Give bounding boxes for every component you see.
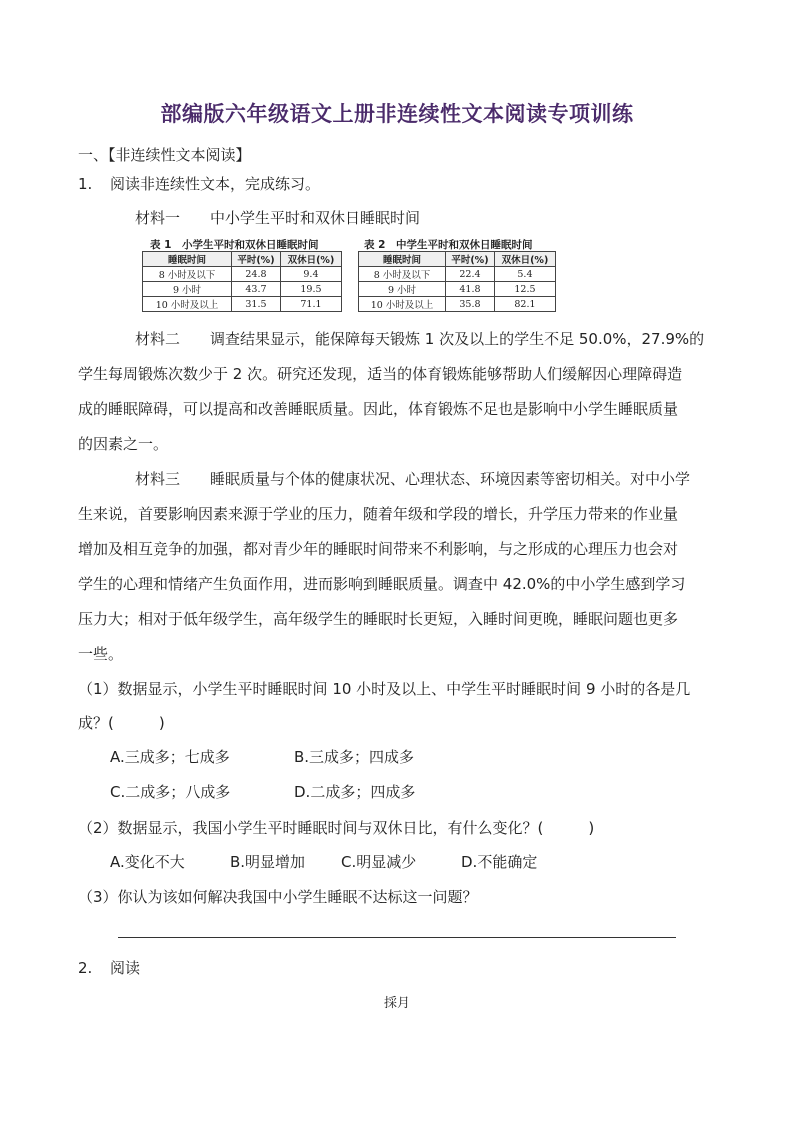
table-row bbox=[143, 297, 342, 312]
table-cell: 19.5 bbox=[280, 282, 341, 297]
table-header-cell: 平时(%) bbox=[232, 252, 281, 267]
table1 bbox=[142, 251, 342, 312]
material-three-line: 增加及相互竞争的加强，都对青少年的睡眠时间带来不利影响，与之形成的心理压力也会对 bbox=[78, 540, 679, 558]
material-two-line: 材料二 调查结果显示，能保障每天锻炼 1 次及以上的学生不足 50.0%，27.9%的 bbox=[135, 330, 705, 348]
table-cell: 35.8 bbox=[446, 297, 495, 312]
table-header-cell: 双休日(%) bbox=[280, 252, 341, 267]
table-header-cell: 睡眠时间 bbox=[143, 252, 232, 267]
table-header-cell: 双休日(%) bbox=[494, 252, 555, 267]
table-cell: 12.5 bbox=[494, 282, 555, 297]
answer-line[interactable] bbox=[118, 937, 676, 938]
table-cell: 9 小时 bbox=[143, 282, 232, 297]
table-cell: 9.4 bbox=[280, 267, 341, 282]
table-cell: 8 小时及以下 bbox=[359, 267, 446, 282]
question-number: 2. bbox=[78, 959, 93, 977]
table-row bbox=[143, 267, 342, 282]
table-cell: 9 小时 bbox=[359, 282, 446, 297]
table-row bbox=[143, 282, 342, 297]
option-d[interactable]: D.二成多；四成多 bbox=[294, 783, 416, 801]
option-b[interactable]: B.明显增加 bbox=[230, 853, 306, 871]
table-cell: 8 小时及以下 bbox=[143, 267, 232, 282]
material-one-heading: 材料一 中小学生平时和双休日睡眠时间 bbox=[135, 209, 421, 227]
question-prompt: 阅读 bbox=[110, 959, 141, 977]
table-cell: 24.8 bbox=[232, 267, 281, 282]
option-b[interactable]: B.三成多；四成多 bbox=[294, 748, 415, 766]
table-row bbox=[359, 282, 556, 297]
table-header-cell: 平时(%) bbox=[446, 252, 495, 267]
table1-caption: 表 1 小学生平时和双休日睡眠时间 bbox=[150, 239, 319, 251]
table-header-cell: 睡眠时间 bbox=[359, 252, 446, 267]
material-three-line: 材料三 睡眠质量与个体的健康状况、心理状态、环境因素等密切相关。对中小学 bbox=[135, 470, 691, 488]
table2-caption: 表 2 中学生平时和双休日睡眠时间 bbox=[364, 239, 533, 251]
material-two-line: 的因素之一。 bbox=[78, 435, 169, 453]
table-cell: 5.4 bbox=[494, 267, 555, 282]
material-two-line: 成的睡眠障碍，可以提高和改善睡眠质量。因此，体育锻炼不足也是影响中小学生睡眠质量 bbox=[78, 400, 679, 418]
sub-question-1: （1）数据显示，小学生平时睡眠时间 10 小时及以上、中学生平时睡眠时间 9 小时的各是几 bbox=[78, 680, 691, 698]
material-two-line: 学生每周锻炼次数少于 2 次。研究还发现，适当的体育锻炼能够帮助人们缓解因心理障碍造 bbox=[78, 365, 683, 383]
passage-title: 採月 bbox=[383, 996, 410, 1011]
table-cell: 71.1 bbox=[280, 297, 341, 312]
material-three-line: 生来说，首要影响因素来源于学业的压力，随着年级和学段的增长，升学压力带来的作业量 bbox=[78, 505, 679, 523]
sub-question-3: （3）你认为该如何解决我国中小学生睡眠不达标这一问题？ bbox=[78, 888, 478, 906]
option-d[interactable]: D.不能确定 bbox=[461, 853, 538, 871]
option-c[interactable]: C.明显减少 bbox=[341, 853, 417, 871]
table-row bbox=[359, 267, 556, 282]
table-header-row bbox=[143, 252, 342, 267]
material-three-line: 学生的心理和情绪产生负面作用，进而影响到睡眠质量。调查中 42.0%的中小学生感到学习 bbox=[78, 575, 686, 593]
table-cell: 10 小时及以上 bbox=[143, 297, 232, 312]
section-heading: 一、【非连续性文本阅读】 bbox=[78, 146, 251, 164]
option-c[interactable]: C.二成多；八成多 bbox=[110, 783, 231, 801]
table-row bbox=[359, 297, 556, 312]
material-three-line: 一些。 bbox=[78, 645, 124, 663]
sub-question-1-cont: 成？( ) bbox=[78, 714, 165, 732]
question-prompt: 阅读非连续性文本，完成练习。 bbox=[110, 175, 321, 193]
option-a[interactable]: A.三成多；七成多 bbox=[110, 748, 230, 766]
table-cell: 41.8 bbox=[446, 282, 495, 297]
material-three-line: 压力大；相对于低年级学生，高年级学生的睡眠时长更短，入睡时间更晚，睡眠问题也更多 bbox=[78, 610, 679, 628]
page-title: 部编版六年级语文上册非连续性文本阅读专项训练 bbox=[160, 101, 634, 126]
table-cell: 82.1 bbox=[494, 297, 555, 312]
table-cell: 31.5 bbox=[232, 297, 281, 312]
table-header-row bbox=[359, 252, 556, 267]
option-a[interactable]: A.变化不大 bbox=[110, 853, 185, 871]
table-cell: 10 小时及以上 bbox=[359, 297, 446, 312]
table2 bbox=[358, 251, 556, 312]
table-cell: 43.7 bbox=[232, 282, 281, 297]
table-cell: 22.4 bbox=[446, 267, 495, 282]
sub-question-2: （2）数据显示，我国小学生平时睡眠时间与双休日比，有什么变化？( ) bbox=[78, 819, 595, 837]
question-number: 1. bbox=[78, 175, 93, 193]
